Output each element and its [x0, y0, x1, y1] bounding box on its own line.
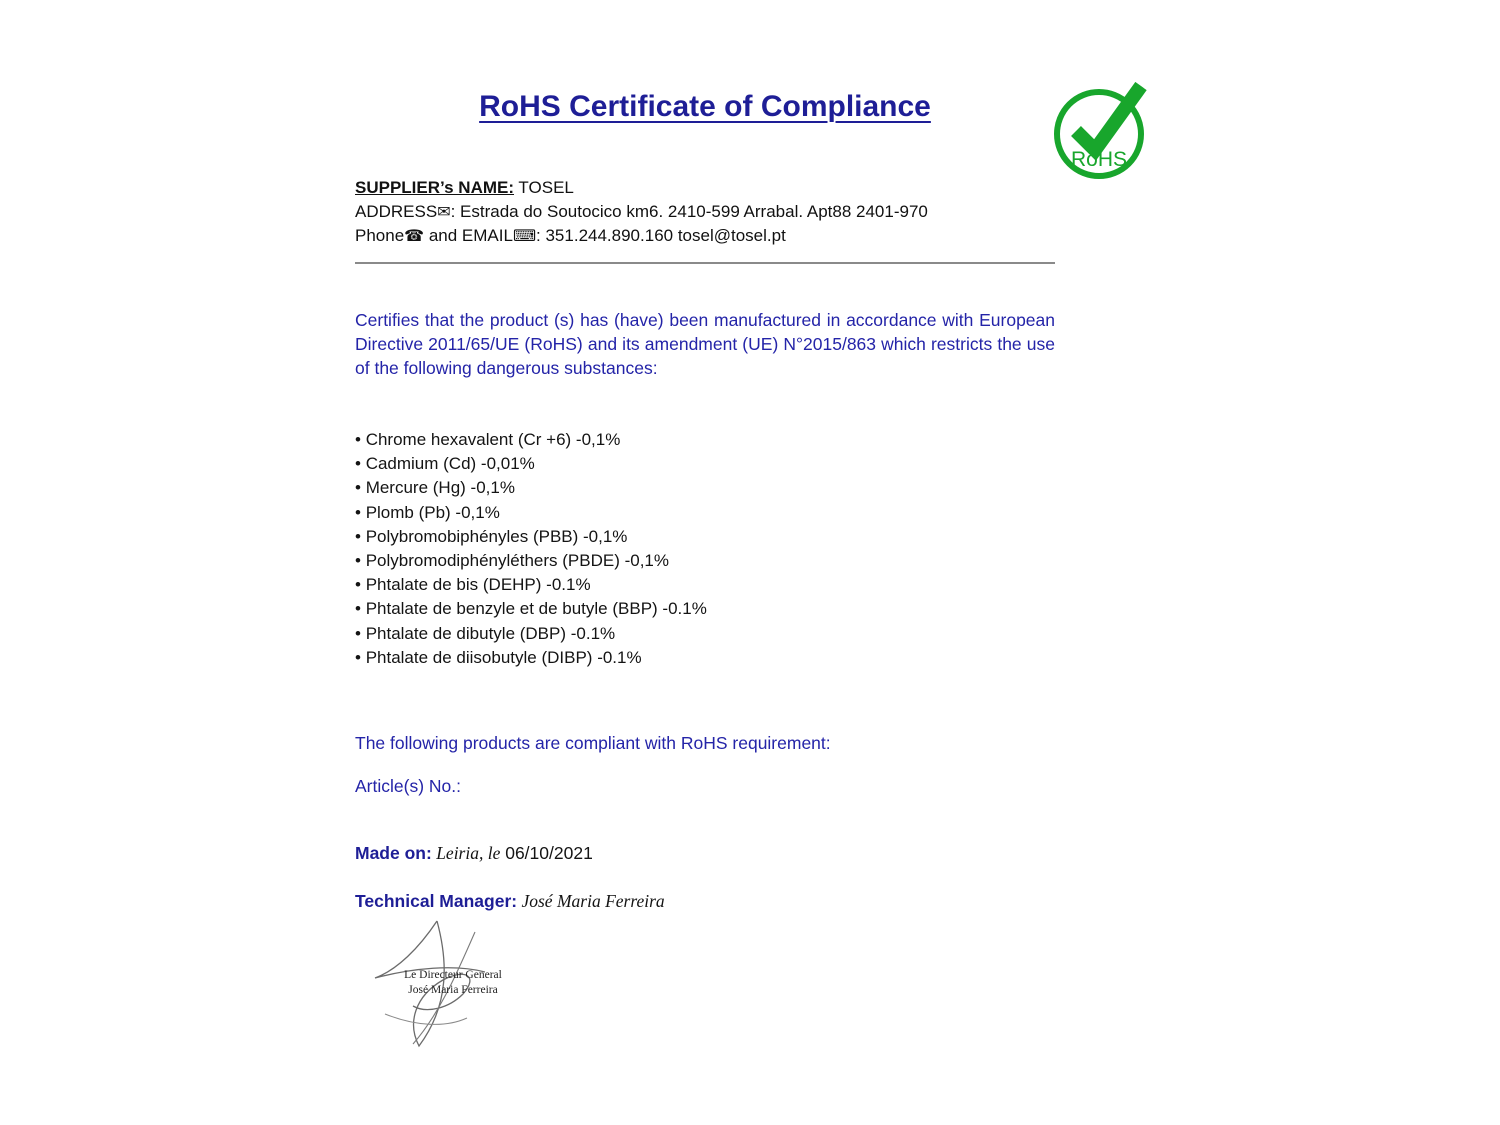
technical-manager-line — [355, 891, 665, 912]
supplier-name-value: TOSEL — [514, 178, 574, 197]
signature-block — [355, 918, 555, 1053]
list-item: • Chrome hexavalent (Cr +6) -0,1% — [355, 428, 1055, 452]
technical-manager-label: Technical Manager: — [355, 891, 518, 911]
technical-manager-name: José Maria Ferreira — [517, 891, 665, 911]
list-item: • Polybromodiphényléthers (PBDE) -0,1% — [355, 549, 1055, 573]
supplier-contact-line — [355, 224, 1065, 248]
substances-list — [355, 428, 1055, 670]
list-item: • Phtalate de dibutyle (DBP) -0.1% — [355, 622, 1055, 646]
compliance-statement: The following products are compliant with RoHS requirement: — [355, 733, 831, 753]
address-value: : Estrada do Soutocico km6. 2410-599 Arrabal. Apt88 2401-970 — [450, 202, 928, 221]
list-item: • Phtalate de bis (DEHP) -0.1% — [355, 573, 1055, 597]
supplier-name-line — [355, 176, 1065, 200]
made-on-label: Made on: — [355, 843, 432, 863]
envelope-icon: ✉ — [437, 202, 451, 221]
list-item: • Polybromobiphényles (PBB) -0,1% — [355, 525, 1055, 549]
supplier-name-label: SUPPLIER’s NAME: — [355, 178, 515, 197]
keyboard-icon: ⌨ — [512, 226, 537, 245]
list-item: • Mercure (Hg) -0,1% — [355, 476, 1055, 500]
list-item: • Phtalate de benzyle et de butyle (BBP) -0.1% — [355, 597, 1055, 621]
supplier-address-line — [355, 200, 1065, 224]
list-item: • Plomb (Pb) -0,1% — [355, 501, 1055, 525]
rohs-logo — [1053, 82, 1149, 188]
list-item: • Cadmium (Cd) -0,01% — [355, 452, 1055, 476]
rohs-logo-graphic — [1053, 82, 1149, 188]
phone-label: Phone — [355, 226, 405, 245]
signature-line-1: Le Directeur General — [404, 969, 502, 981]
list-item: • Phtalate de diisobutyle (DIBP) -0.1% — [355, 646, 1055, 670]
made-on-place: Leiria, le — [431, 843, 501, 863]
contact-value: : 351.244.890.160 tosel@tosel.pt — [536, 226, 786, 245]
address-label: ADDRESS — [355, 202, 438, 221]
signature-text — [365, 968, 541, 998]
phone-icon: ☎ — [404, 226, 425, 245]
horizontal-divider — [355, 262, 1055, 264]
signature-line-2: José Maria Ferreira — [408, 984, 498, 996]
page-title: RoHS Certificate of Compliance — [479, 90, 931, 123]
email-label: and EMAIL — [424, 226, 513, 245]
certification-statement: Certifies that the product (s) has (have) been manufactured in accordance with European Directive 2011/65/UE (RoHS) and its amendment (UE) N°2015/863 which restricts the use of the following dangerous substances: — [355, 310, 1055, 378]
article-number-line: Article(s) No.: — [355, 776, 461, 796]
rohs-logo-label: RoHS — [1070, 148, 1128, 171]
made-on-date: 06/10/2021 — [500, 843, 593, 863]
made-on-line — [355, 843, 593, 864]
supplier-block — [355, 176, 1065, 248]
